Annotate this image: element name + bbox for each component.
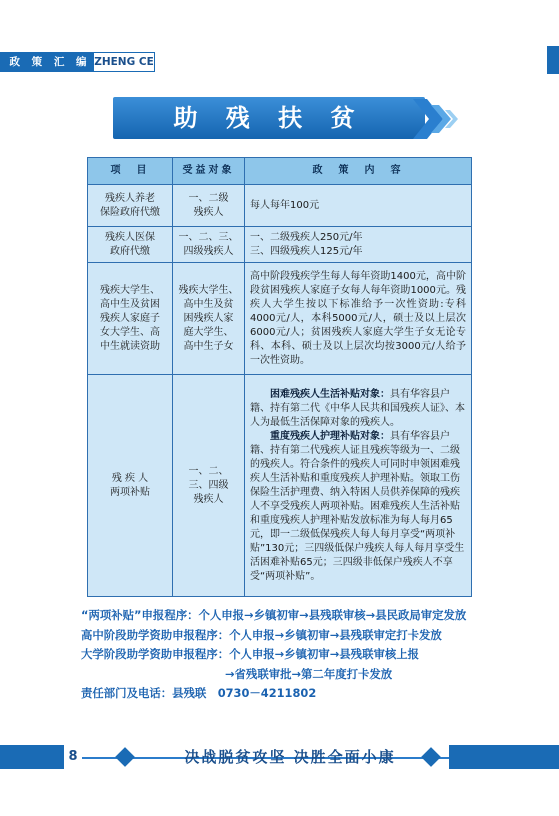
cell-content: 每人每年100元 xyxy=(245,185,472,227)
title-banner xyxy=(113,97,463,143)
table-row xyxy=(88,263,472,375)
cell-target: 一、二级 残疾人 xyxy=(173,185,245,227)
footer-right-tab xyxy=(449,745,559,769)
cell-content xyxy=(245,375,472,597)
cell-content: 一、二级残疾人250元/年 三、四级残疾人125元/年 xyxy=(245,227,472,263)
footer-slogan: 决战脱贫攻坚 决胜全面小康 xyxy=(184,748,396,766)
col-header-content: 政 策 内 容 xyxy=(245,158,472,185)
table-row xyxy=(88,375,472,597)
cell-item: 残 疾 人 两项补贴 xyxy=(88,375,173,597)
header-right-tab xyxy=(547,46,559,74)
cell-content: 高中阶段残疾学生每人每年资助1400元，高中阶段贫困残疾人家庭子女每人每年资助1000元。残疾人大学生按以下标准给予一次性资助:专科4000元/人，本科5000元/人，硕士及以上层次6000元/人；贫困残疾人家庭大学生子女无论专科、本科、硕士及以上层次均按3000元/人给予一次性资助。 xyxy=(245,263,472,375)
page-number: 8 xyxy=(64,747,82,767)
section-label-en: ZHENG CE xyxy=(93,52,155,72)
footer-left-tab xyxy=(0,745,64,769)
note-line: 高中阶段助学资助申报程序：个人申报→乡镇初审→县残联审定打卡发放 xyxy=(81,627,442,642)
contact-line: 责任部门及电话：县残联 0730－4211802 xyxy=(81,686,317,700)
note-line: “两项补贴”申报程序：个人申报→乡镇初审→县残联审核→县民政局审定发放 xyxy=(81,608,467,622)
cell-target: 一、二、三、 四级残疾人 xyxy=(173,227,245,263)
paragraph xyxy=(250,388,466,430)
cell-target: 一、二、 三、四级 残疾人 xyxy=(173,375,245,597)
policy-table xyxy=(87,157,472,597)
procedure-notes xyxy=(81,606,521,704)
paragraph-text: 具有华容县户籍、持有第二代残疾人证且残疾等级为一、二级的残疾人。符合条件的残疾人可同时申领困难残疾人生活补贴和重度残疾人护理补贴。领取工伤保险生活护理费、纳入特困人员供养保障的残疾人不享受残疾人两项补贴。困难残疾人生活补贴和重度残疾人护理补贴发放标准为每人每月65元，即一二级低保残疾人每人每月享受“两项补贴”130元；三四级低保户残疾人每人每月享受生活困难补贴65元；三四级非低保户残疾人不享受“两项补贴”。 xyxy=(250,430,465,582)
cell-item: 残疾人医保 政府代缴 xyxy=(88,227,173,263)
page-title: 助 残 扶 贫 xyxy=(173,104,365,132)
note-line: 大学阶段助学资助申报程序：个人申报→乡镇初审→县残联审核上报 xyxy=(81,647,420,661)
table-header-row xyxy=(88,158,472,185)
diamond-icon xyxy=(115,747,135,767)
paragraph-lead: 困难残疾人生活补贴对象： xyxy=(270,388,390,400)
diamond-icon xyxy=(421,747,441,767)
table-row xyxy=(88,185,472,227)
cell-item: 残疾人养老 保险政府代缴 xyxy=(88,185,173,227)
col-header-item: 项 目 xyxy=(88,158,173,185)
section-label: 政 策 汇 编 xyxy=(9,56,91,68)
col-header-target: 受益对象 xyxy=(173,158,245,185)
paragraph-lead: 重度残疾人护理补贴对象： xyxy=(270,430,390,442)
note-line: →省残联审批→第二年度打卡发放 xyxy=(225,666,393,681)
chevron-arrows-icon xyxy=(413,99,459,139)
paragraph-text: 具有华容县户籍、持有第二代《中华人民共和国残疾人证》、本人为最低生活保障对象的残疾人。 xyxy=(250,388,465,428)
paragraph xyxy=(250,430,466,584)
cell-item: 残疾大学生、 高中生及贫困 残疾人家庭子 女大学生、高 中生就读资助 xyxy=(88,263,173,375)
cell-target: 残疾大学生、 高中生及贫 困残疾人家 庭大学生、 高中生子女 xyxy=(173,263,245,375)
table-row xyxy=(88,227,472,263)
